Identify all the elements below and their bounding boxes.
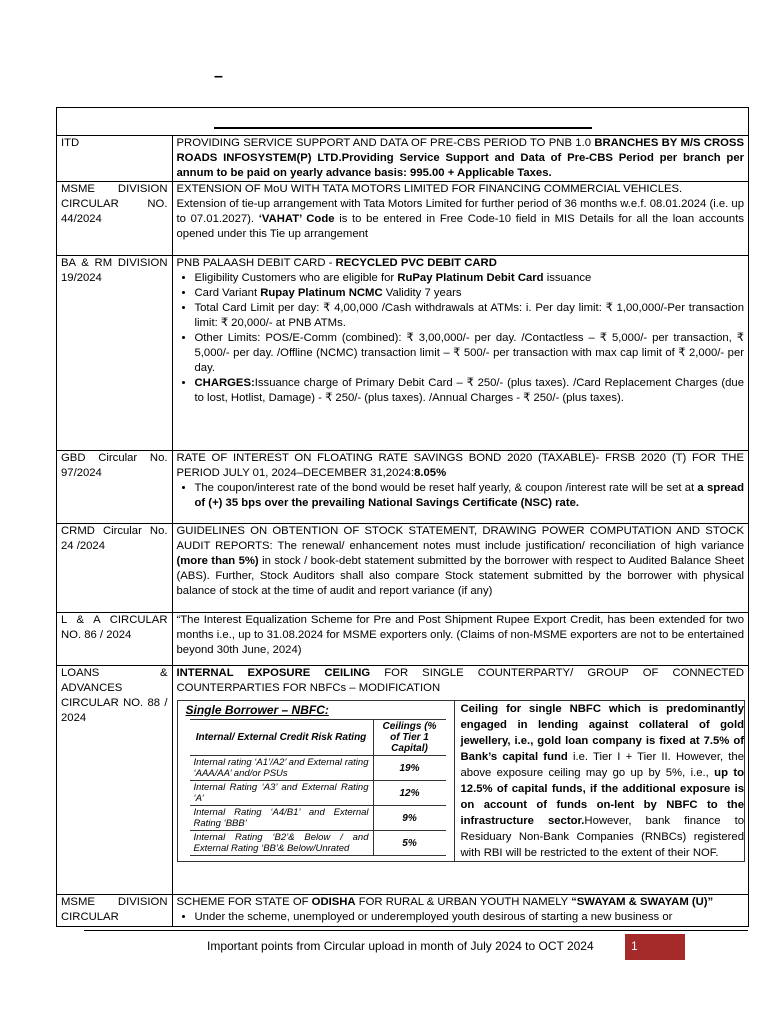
page-number: 1: [631, 939, 638, 953]
row-label: ITD: [57, 136, 172, 182]
table-row: [57, 895, 748, 928]
list-item: • Card Variant Rupay Platinum NCMC Validity 7 years: [195, 286, 745, 301]
table-row: [57, 451, 748, 524]
row-label: BA & RM DIVISION 19/2024: [57, 256, 172, 451]
page-number-badge: [625, 934, 685, 960]
footer-rule: [84, 930, 748, 931]
header-mark: –: [214, 68, 223, 85]
circular-table: [57, 135, 748, 927]
row-content: “The Interest Equalization Scheme for Pre and Post Shipment Rupee Export Credit, has been extended for two months i.e., up to 31.08.2024 for MSME exporters only. (Claims of non-MSME exporters are not to be entertained beyond 30th June, 2024): [172, 613, 748, 666]
table-row: Internal Rating ‘A4/B1’ and External Rating ‘BBB’ 9%: [190, 806, 446, 831]
list-item: • Under the scheme, unemployed or underemployed youth desirous of starting a new business or: [195, 910, 745, 925]
row-content: GUIDELINES ON OBTENTION OF STOCK STATEMENT, DRAWING POWER COMPUTATION AND STOCK AUDIT REPORTS: The renewal/ enhancement notes must include justification/ reconciliation of high variance (more than 5%) in stock / book-debt statement submitted by the borrower with respect to Audited Balance Sheet (ABS). Further, Stock Auditors shall also compare Stock statement submitted by the borrower with physical balance of stock at the time of audit and report variance (if any): [172, 524, 748, 613]
row-label: CRMD Circular No. 24 /2024: [57, 524, 172, 613]
list-item: • CHARGES:Issuance charge of Primary Debit Card – ₹ 250/- (plus taxes). /Card Replacement Charges (due to lost, Hotlist, Damage) - ₹ 250/- (plus taxes). /Annual Charges - ₹ 250/- (plus taxes).: [195, 376, 745, 406]
table-row: [57, 136, 748, 182]
row-label: LOANS & ADVANCES CIRCULAR NO. 88 / 2024: [57, 666, 172, 895]
footer-text: Important points from Circular upload in month of July 2024 to OCT 2024: [207, 939, 594, 953]
row-content: EXTENSION OF MoU WITH TATA MOTORS LIMITED FOR FINANCING COMMERCIAL VEHICLES. Extension of tie-up arrangement with Tata Motors Limited for further period of 36 months w.e.f. 08.01.2024 (i.e. up to 07.01.2027). ‘VAHAT’ Code is to be entered in Free Code-10 field in MIS Details for all the loan accounts opened under this Tie up arrangement: [172, 182, 748, 256]
row-content: RATE OF INTEREST ON FLOATING RATE SAVINGS BOND 2020 (TAXABLE)- FRSB 2020 (T) FOR THE PERIOD JULY 01, 2024–DECEMBER 31,2024:8.05% • The coupon/interest rate of the bond would be reset half yearly, & coupon /interest rate will be set at a spread of (+) 35 bps over the prevailing National Savings Certificate (NSC) rate.: [172, 451, 748, 524]
row-label: L & A CIRCULAR NO. 86 / 2024: [57, 613, 172, 666]
row-content: INTERNAL EXPOSURE CEILING FOR SINGLE COUNTERPARTY/ GROUP OF CONNECTED COUNTERPARTIES FOR NBFCs – MODIFICATION Single Borrower – NBFC: Internal/ External Credit Risk Rating Ceilings (% of Tier 1 Capital) Internal rating ‘A1’/A2’ and External rating ‘AAA/AA’ and/or PSUs 19% Internal Rating ‘A3’ and External Rating ‘A’ 12% Internal Rating ‘A4/B1’ and External Rating ‘BBB’ 9% Internal Rating ‘B2’& Below / and External Rating ‘BB’& Below/Unrated 5% Ceiling for single NBFC which is predominantly engaged in lending against collateral of gold jewellery, i.e., gold loan company is fixed at 7.5% of Bank’s capital fund i.e. Tier I + Tier II. However, the above exposure ceiling may go up by 5%, i.e., up to 12.5% of capital funds, if the additional exposure is on account of funds on-lent by NBFC to the infrastructure sector.However, bank finance to Residuary Non-Bank Companies (RNBCs) registered with RBI will be restricted to the extent of their NOF.: [172, 666, 748, 895]
row-label: GBD Circular No. 97/2024: [57, 451, 172, 524]
table-row: [57, 613, 748, 666]
table-row: [57, 524, 748, 613]
row-content: PNB PALAASH DEBIT CARD - RECYCLED PVC DEBIT CARD • Eligibility Customers who are eligible for RuPay Platinum Debit Card issuance • Card Variant Rupay Platinum NCMC Validity 7 years • Total Card Limit per day: ₹ 4,00,000 /Cash withdrawals at ATMs: i. Per day limit: ₹ 1,00,000/-Per transaction limit: ₹ 20,000/- at PNB ATMs. • Other Limits: POS/E-Comm (combined): ₹ 3,00,000/- per day. /Contactless – ₹ 5,000/- per transaction, ₹ 5,000/- per day. /Offline (NCMC) transaction limit – ₹ 500/- per transaction with max cap limit of ₹ 2,000/- per day. • CHARGES:Issuance charge of Primary Debit Card – ₹ 250/- (plus taxes). /Card Replacement Charges (due to lost, Hotlist, Damage) - ₹ 250/- (plus taxes). /Annual Charges - ₹ 250/- (plus taxes).: [172, 256, 748, 451]
row-label: MSME DIVISION CIRCULAR: [57, 895, 172, 928]
list-item: • Total Card Limit per day: ₹ 4,00,000 /Cash withdrawals at ATMs: i. Per day limit: ₹ 1,00,000/-Per transaction limit: ₹ 20,000/- at PNB ATMs.: [195, 301, 745, 331]
table-row: Internal Rating ‘A3’ and External Rating ‘A’ 12%: [190, 781, 446, 806]
table-row: [57, 666, 748, 895]
box-title: Single Borrower – NBFC:: [185, 703, 329, 717]
circular-table-frame: [56, 107, 749, 927]
single-borrower-box: [177, 700, 455, 862]
ceiling-table: [190, 719, 446, 856]
row-label: MSME DIVISION CIRCULAR NO. 44/2024: [57, 182, 172, 256]
table-row: [57, 182, 748, 256]
list-item: • Other Limits: POS/E-Comm (combined): ₹ 3,00,000/- per day. /Contactless – ₹ 5,000/- per transaction, ₹ 5,000/- per day. /Offline (NCMC) transaction limit – ₹ 500/- per transaction with max cap limit of ₹ 2,000/- per day.: [195, 331, 745, 376]
table-row: [57, 256, 748, 451]
table-row: Internal rating ‘A1’/A2’ and External rating ‘AAA/AA’ and/or PSUs 19%: [190, 756, 446, 781]
table-row: Internal Rating ‘B2’& Below / and External Rating ‘BB’& Below/Unrated 5%: [190, 831, 446, 856]
row-content: PROVIDING SERVICE SUPPORT AND DATA OF PRE-CBS PERIOD TO PNB 1.0 BRANCHES BY M/S CROSS ROADS INFOSYSTEM(P) LTD.Providing Service Support and Data of Pre-CBS Period per branch per annum to be paid on yearly advance basis: 995.00 + Applicable Taxes.: [172, 136, 748, 182]
nbfc-ceiling-note: Ceiling for single NBFC which is predominantly engaged in lending against collateral of gold jewellery, i.e., gold loan company is fixed at 7.5% of Bank’s capital fund i.e. Tier I + Tier II. However, the above exposure ceiling may go up by 5%, i.e., up to 12.5% of capital funds, if the additional exposure is on account of funds on-lent by NBFC to the infrastructure sector.However, bank finance to Residuary Non-Bank Companies (RNBCs) registered with RBI will be restricted to the extent of their NOF.: [455, 700, 746, 862]
list-item: • The coupon/interest rate of the bond would be reset half yearly, & coupon /interest rate will be set at a spread of (+) 35 bps over the prevailing National Savings Certificate (NSC) rate.: [195, 481, 745, 511]
row-content: SCHEME FOR STATE OF ODISHA FOR RURAL & URBAN YOUTH NAMELY “SWAYAM & SWAYAM (U)” • Under the scheme, unemployed or underemployed youth desirous of starting a new business or: [172, 895, 748, 928]
list-item: • Eligibility Customers who are eligible for RuPay Platinum Debit Card issuance: [195, 271, 745, 286]
column-header: Ceilings (% of Tier 1 Capital): [373, 720, 446, 756]
header-rule: [214, 127, 592, 129]
column-header: Internal/ External Credit Risk Rating: [190, 720, 374, 756]
